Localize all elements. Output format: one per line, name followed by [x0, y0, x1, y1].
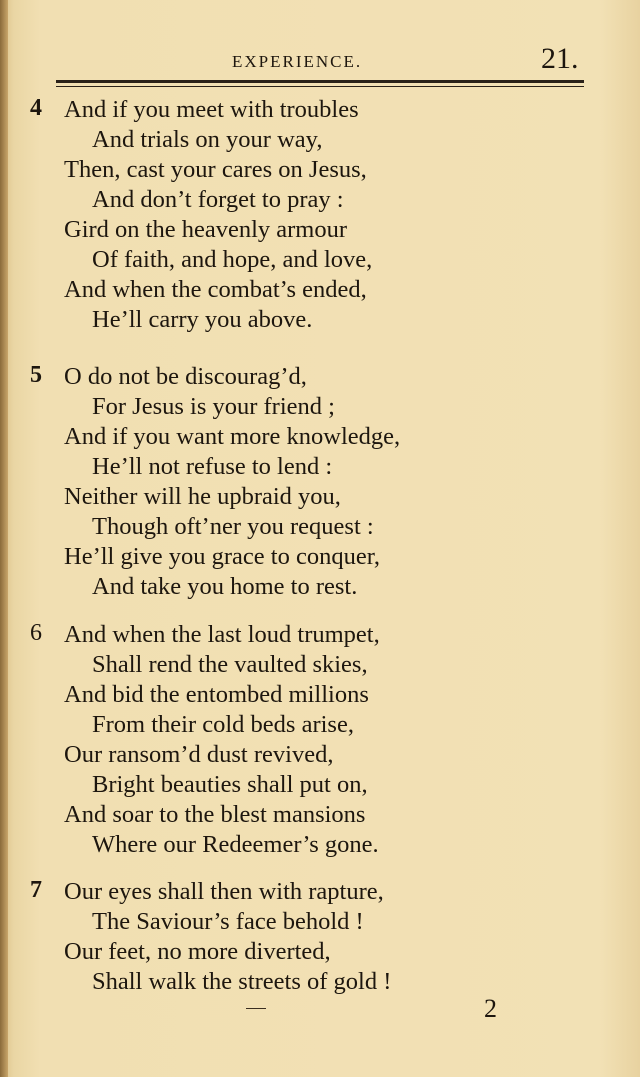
verse-number: 7 [30, 877, 42, 903]
verse-line: And if you meet with troubles [64, 96, 359, 123]
verse-number: 5 [30, 362, 42, 388]
verse-line: Then, cast your cares on Jesus, [64, 156, 367, 183]
verse-line: O do not be discourag’d, [64, 363, 307, 390]
verse-line: And take you home to rest. [92, 573, 358, 600]
verse-line: Gird on the heavenly armour [64, 216, 348, 243]
verse-line: For Jesus is your friend ; [92, 393, 335, 420]
verse-line: And bid the entombed millions [64, 681, 369, 708]
verse-line: From their cold beds arise, [92, 711, 354, 738]
verse-line: Where our Redeemer’s gone. [92, 831, 379, 858]
verse-line: And when the combat’s ended, [64, 276, 367, 303]
verse-line: Our ransom’d dust revived, [64, 741, 334, 768]
page-header [0, 40, 640, 80]
verse-line: He’ll give you grace to conquer, [64, 543, 381, 570]
verse-line: Shall rend the vaulted skies, [92, 651, 368, 678]
verse-line: And don’t forget to pray : [92, 186, 344, 213]
verse-number: 6 [30, 620, 42, 646]
verse-line: Shall walk the streets of gold ! [92, 968, 392, 995]
header-rule-thick [56, 80, 584, 83]
verse-line: The Saviour’s face behold ! [92, 908, 364, 935]
verse-line: Of faith, and hope, and love, [92, 246, 373, 273]
header-rule-thin [56, 86, 584, 87]
verse-line: And trials on your way, [92, 126, 323, 153]
verse-line: Neither will he upbraid you, [64, 483, 341, 510]
page-number: 21. [541, 42, 579, 75]
verse-line: Our eyes shall then with rapture, [64, 878, 384, 905]
verse-line: And when the last loud trumpet, [64, 621, 380, 648]
verse-line: Our feet, no more diverted, [64, 938, 331, 965]
verse-number: 4 [30, 95, 42, 121]
signature-mark: 2 [484, 994, 497, 1023]
verse-line: He’ll carry you above. [92, 306, 313, 333]
running-head: EXPERIENCE. [232, 52, 363, 71]
verse-line: He’ll not refuse to lend : [92, 453, 333, 480]
page-spine-edge [0, 0, 8, 1077]
verse-line: Though oft’ner you request : [92, 513, 374, 540]
verse-line: And if you want more knowledge, [64, 423, 401, 450]
verse-line: Bright beauties shall put on, [92, 771, 368, 798]
footer-dash [246, 1008, 266, 1009]
verse-line: And soar to the blest mansions [64, 801, 366, 828]
